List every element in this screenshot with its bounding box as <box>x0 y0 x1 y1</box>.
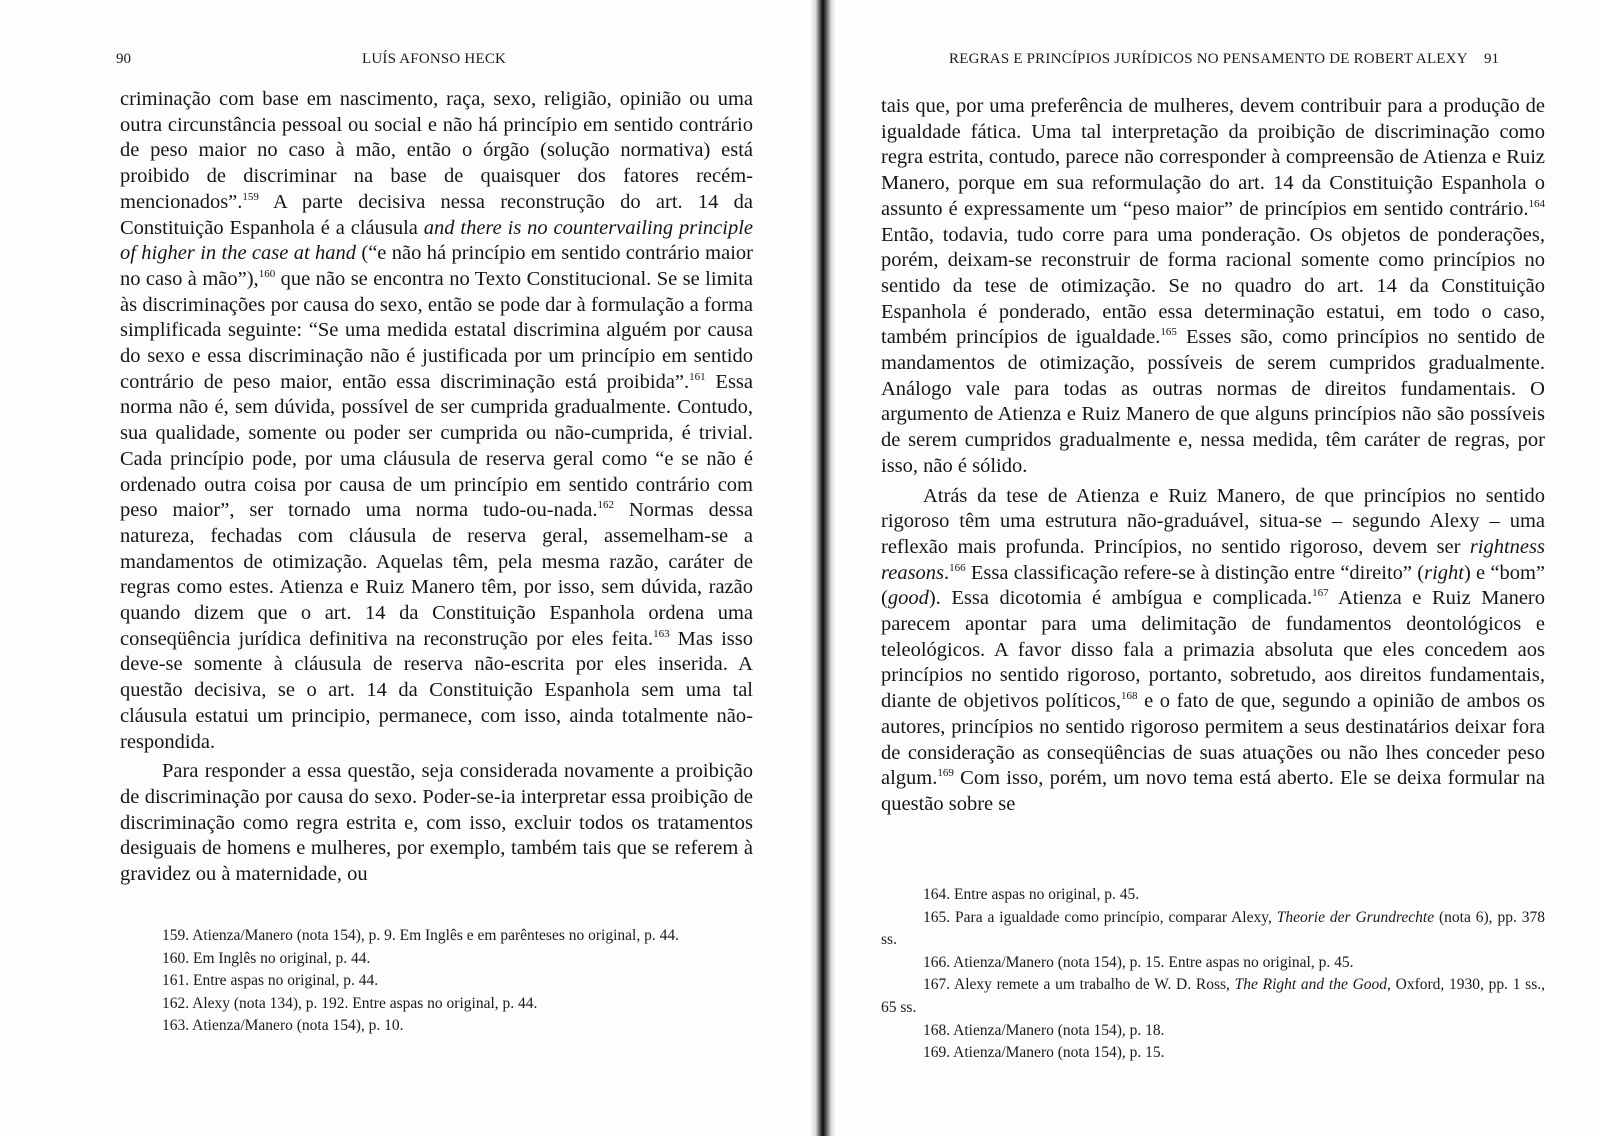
text-run: que não se encontra no Texto Constitucional. Se se limita às discriminações por causa do sexo, então se pode dar à formulação a forma simplificada seguinte: “Se uma medida estatal discrimina alguém por causa do sexo e essa discriminação não é justificada por um princípio em sentido contrário de peso maior, então essa discriminação está proibida”. <box>120 267 754 393</box>
paragraph <box>881 484 1545 818</box>
footnote: 169. Atienza/Manero (nota 154), p. 15. <box>923 1044 1165 1062</box>
footnote-ref: 166 <box>949 561 966 574</box>
footnote: 163. Atienza/Manero (nota 154), p. 10. <box>162 1017 404 1035</box>
footnote: 166. Atienza/Manero (nota 154), p. 15. Entre aspas no original, p. 45. <box>923 953 1354 971</box>
text-run: Essa classificação refere-se à distinção entre “direito” ( <box>965 561 1425 584</box>
text-run: (nota 6), pp. 378 ss. <box>881 908 1545 949</box>
footnotes <box>120 925 753 1038</box>
footnote: 168. Atienza/Manero (nota 154), p. 18. <box>923 1021 1165 1039</box>
italic-text: rightness reasons <box>881 535 1545 584</box>
right-page <box>838 0 1600 1136</box>
footnote-ref: 169 <box>937 767 954 780</box>
text-run: . <box>944 561 950 584</box>
footnote-ref: 159 <box>242 190 259 203</box>
text-run: ) e “bom” ( <box>881 561 1545 610</box>
body-text <box>881 94 1545 818</box>
footnote: 164. Entre aspas no original, p. 45. <box>923 886 1140 903</box>
text-run: ). Essa dicotomia é ambígua e complicada. <box>928 587 1313 610</box>
text-run: Atienza e Ruiz Manero parecem apontar para uma delimitação de fundamentos deontológicos e teleológicos. A favor disso fala a primazia absoluta que eles concedem aos princípios no sentido rigoroso, portanto, sobretudo, aos direitos fundamentais, diante de objetivos políticos, <box>881 587 1545 713</box>
paragraph: Para responder a essa questão, seja considerada novamente a proibição de discriminação por causa do sexo. Poder-se-ia interpretar essa proibição de discriminação como regra estrita e, com isso, excluir todos os tratamentos desiguais de homens e mulheres, por exemplo, também tais que se referem à gravidez ou à maternidade, ou <box>120 760 753 886</box>
text-run: (“e não há princípio em sentido contrário maior no caso à mão”), <box>120 242 753 290</box>
text-run: 167. Alexy remete a um trabalho de W. D. Ross, <box>923 976 1235 994</box>
italic-text: good <box>887 587 929 610</box>
italic-text: and there is no countervailing principle of higher in the case at hand <box>120 216 753 265</box>
text-run: Então, todavia, tudo corre para uma ponderação. Os objetos de ponderações, porém, deixam-se reconstruir de forma racional somente como princípios no sentido da tese de otimização. Se no quadro do art. 14 da Constituição Espanhola é ponderado, então essa determinação estatui, em todo o caso, também princípios de igualdade. <box>881 223 1545 349</box>
text-run: Atrás da tese de Atienza e Ruiz Manero, de que princípios no sentido rigoroso têm uma estrutura não-graduável, situa-se – segundo Alexy – uma reflexão mais profunda. Princípios, no sentido rigoroso, devem ser <box>881 484 1545 558</box>
footnote <box>881 974 1545 1019</box>
text-run: criminação com base em nascimento, raça, sexo, religião, opinião ou uma outra circunstância pessoal ou social e não há princípio em sentido contrário de peso maior no caso à mão, então o órgão (solução normativa) está proibido de discriminar na base de quaisquer dos fatores recém-mencionados”. <box>120 88 753 213</box>
footnote: 159. Atienza/Manero (nota 154), p. 9. Em Inglês e em parênteses no original, p. 44. <box>162 927 679 944</box>
page-number: 91 <box>1484 51 1499 67</box>
footnote-ref: 168 <box>1121 690 1138 703</box>
paragraph <box>120 87 753 755</box>
footnote-ref: 161 <box>689 370 706 383</box>
italic-text: right <box>1424 561 1464 584</box>
text-run: Essa norma não é, sem dúvida, possível de ser cumprida gradualmente. Contudo, sua qualidade, somente ou poder ser cumprida ou não-cumprida, é trivial. Cada princípio pode, por uma cláusula de reserva geral como “e se não é ordenado outra coisa por causa de um princípio em sentido contrário com peso maior”, ser tornado uma norma tudo-ou-nada. <box>120 370 754 522</box>
footnotes <box>881 884 1545 1065</box>
footnote: 162. Alexy (nota 134), p. 192. Entre aspas no original, p. 44. <box>162 994 538 1012</box>
text-run: Normas dessa natureza, fechadas com cláusula de reserva geral, assemelham-se a mandamentos de otimização. Aquelas têm, pela mesma razão, caráter de regras como estes. Atienza e Ruiz Manero têm, por isso, sem dúvida, razão quando dizem que o art. 14 da Constituição Espanhola ordena uma conseqüência jurídica definitiva na reconstrução por eles feita. <box>120 499 753 650</box>
text-run: 165. Para a igualdade como princípio, comparar Alexy, <box>923 908 1277 926</box>
footnote-ref: 162 <box>597 499 614 512</box>
footnote <box>881 907 1545 952</box>
text-run: Mas isso deve-se somente à cláusula de reserva não-escrita por eles inserida. A questão decisiva, se o art. 14 da Constituição Espanhola sem uma tal cláusula estatui um principio, permanece, com isso, ainda totalmente não-respondida. <box>120 627 753 753</box>
text-run: A parte decisiva nessa reconstrução do art. 14 da Constituição Espanhola é a cláusula <box>120 190 753 239</box>
text-run: Esses são, como princípios no sentido de mandamentos de otimização, possíveis de serem cumpridos gradualmente. Análogo vale para todas as outras normas de direitos fundamentais. O argumento de Atienza e Ruiz Manero de que alguns princípios não são possíveis de serem cumpridos gradualmente e, nessa medida, têm caráter de regras, por isso, não é sólido. <box>881 326 1546 477</box>
body-text <box>120 87 753 888</box>
footnote-ref: 163 <box>653 627 670 640</box>
text-run: e o fato de que, segundo a opinião de ambos os autores, princípios no sentido rigoroso permitem a seus destinatários deixar fora de consideração as conseqüências de suas atuações ou não lhes conceder peso algum. <box>881 690 1546 790</box>
footnote: 160. Em Inglês no original, p. 44. <box>162 949 371 967</box>
footnote-ref: 164 <box>1528 197 1545 210</box>
italic-text: The Right and the Good <box>1234 976 1388 994</box>
footnote-ref: 165 <box>1160 326 1177 339</box>
paragraph <box>881 94 1545 480</box>
running-head-author: LUÍS AFONSO HECK <box>362 51 507 67</box>
text-run: tais que, por uma preferência de mulheres, devem contribuir para a produção de igualdade fática. Uma tal interpretação da proibição de discriminação como regra estrita, contudo, parece não corresponder à compreensão de Atienza e Ruiz Manero, porque em sua reformulação do art. 14 da Constituição Espanhola o assunto é expressamente um “peso maior” de princípios em sentido contrário. <box>881 95 1545 220</box>
italic-text: Theorie der Grundrechte <box>1276 908 1435 926</box>
text-run: Com isso, porém, um novo tema está aberto. Ele se deixa formular na questão sobre se <box>881 767 1545 815</box>
running-head-title: REGRAS E PRINCÍPIOS JURÍDICOS NO PENSAMENTO DE ROBERT ALEXY <box>949 51 1468 67</box>
text-run: , Oxford, 1930, pp. 1 ss., 65 ss. <box>881 976 1545 1016</box>
footnote: 161. Entre aspas no original, p. 44. <box>162 972 379 990</box>
footnote-ref: 167 <box>1312 587 1329 600</box>
book-gutter <box>810 0 836 1136</box>
footnote-ref: 160 <box>258 268 276 281</box>
page-number: 90 <box>116 51 131 67</box>
